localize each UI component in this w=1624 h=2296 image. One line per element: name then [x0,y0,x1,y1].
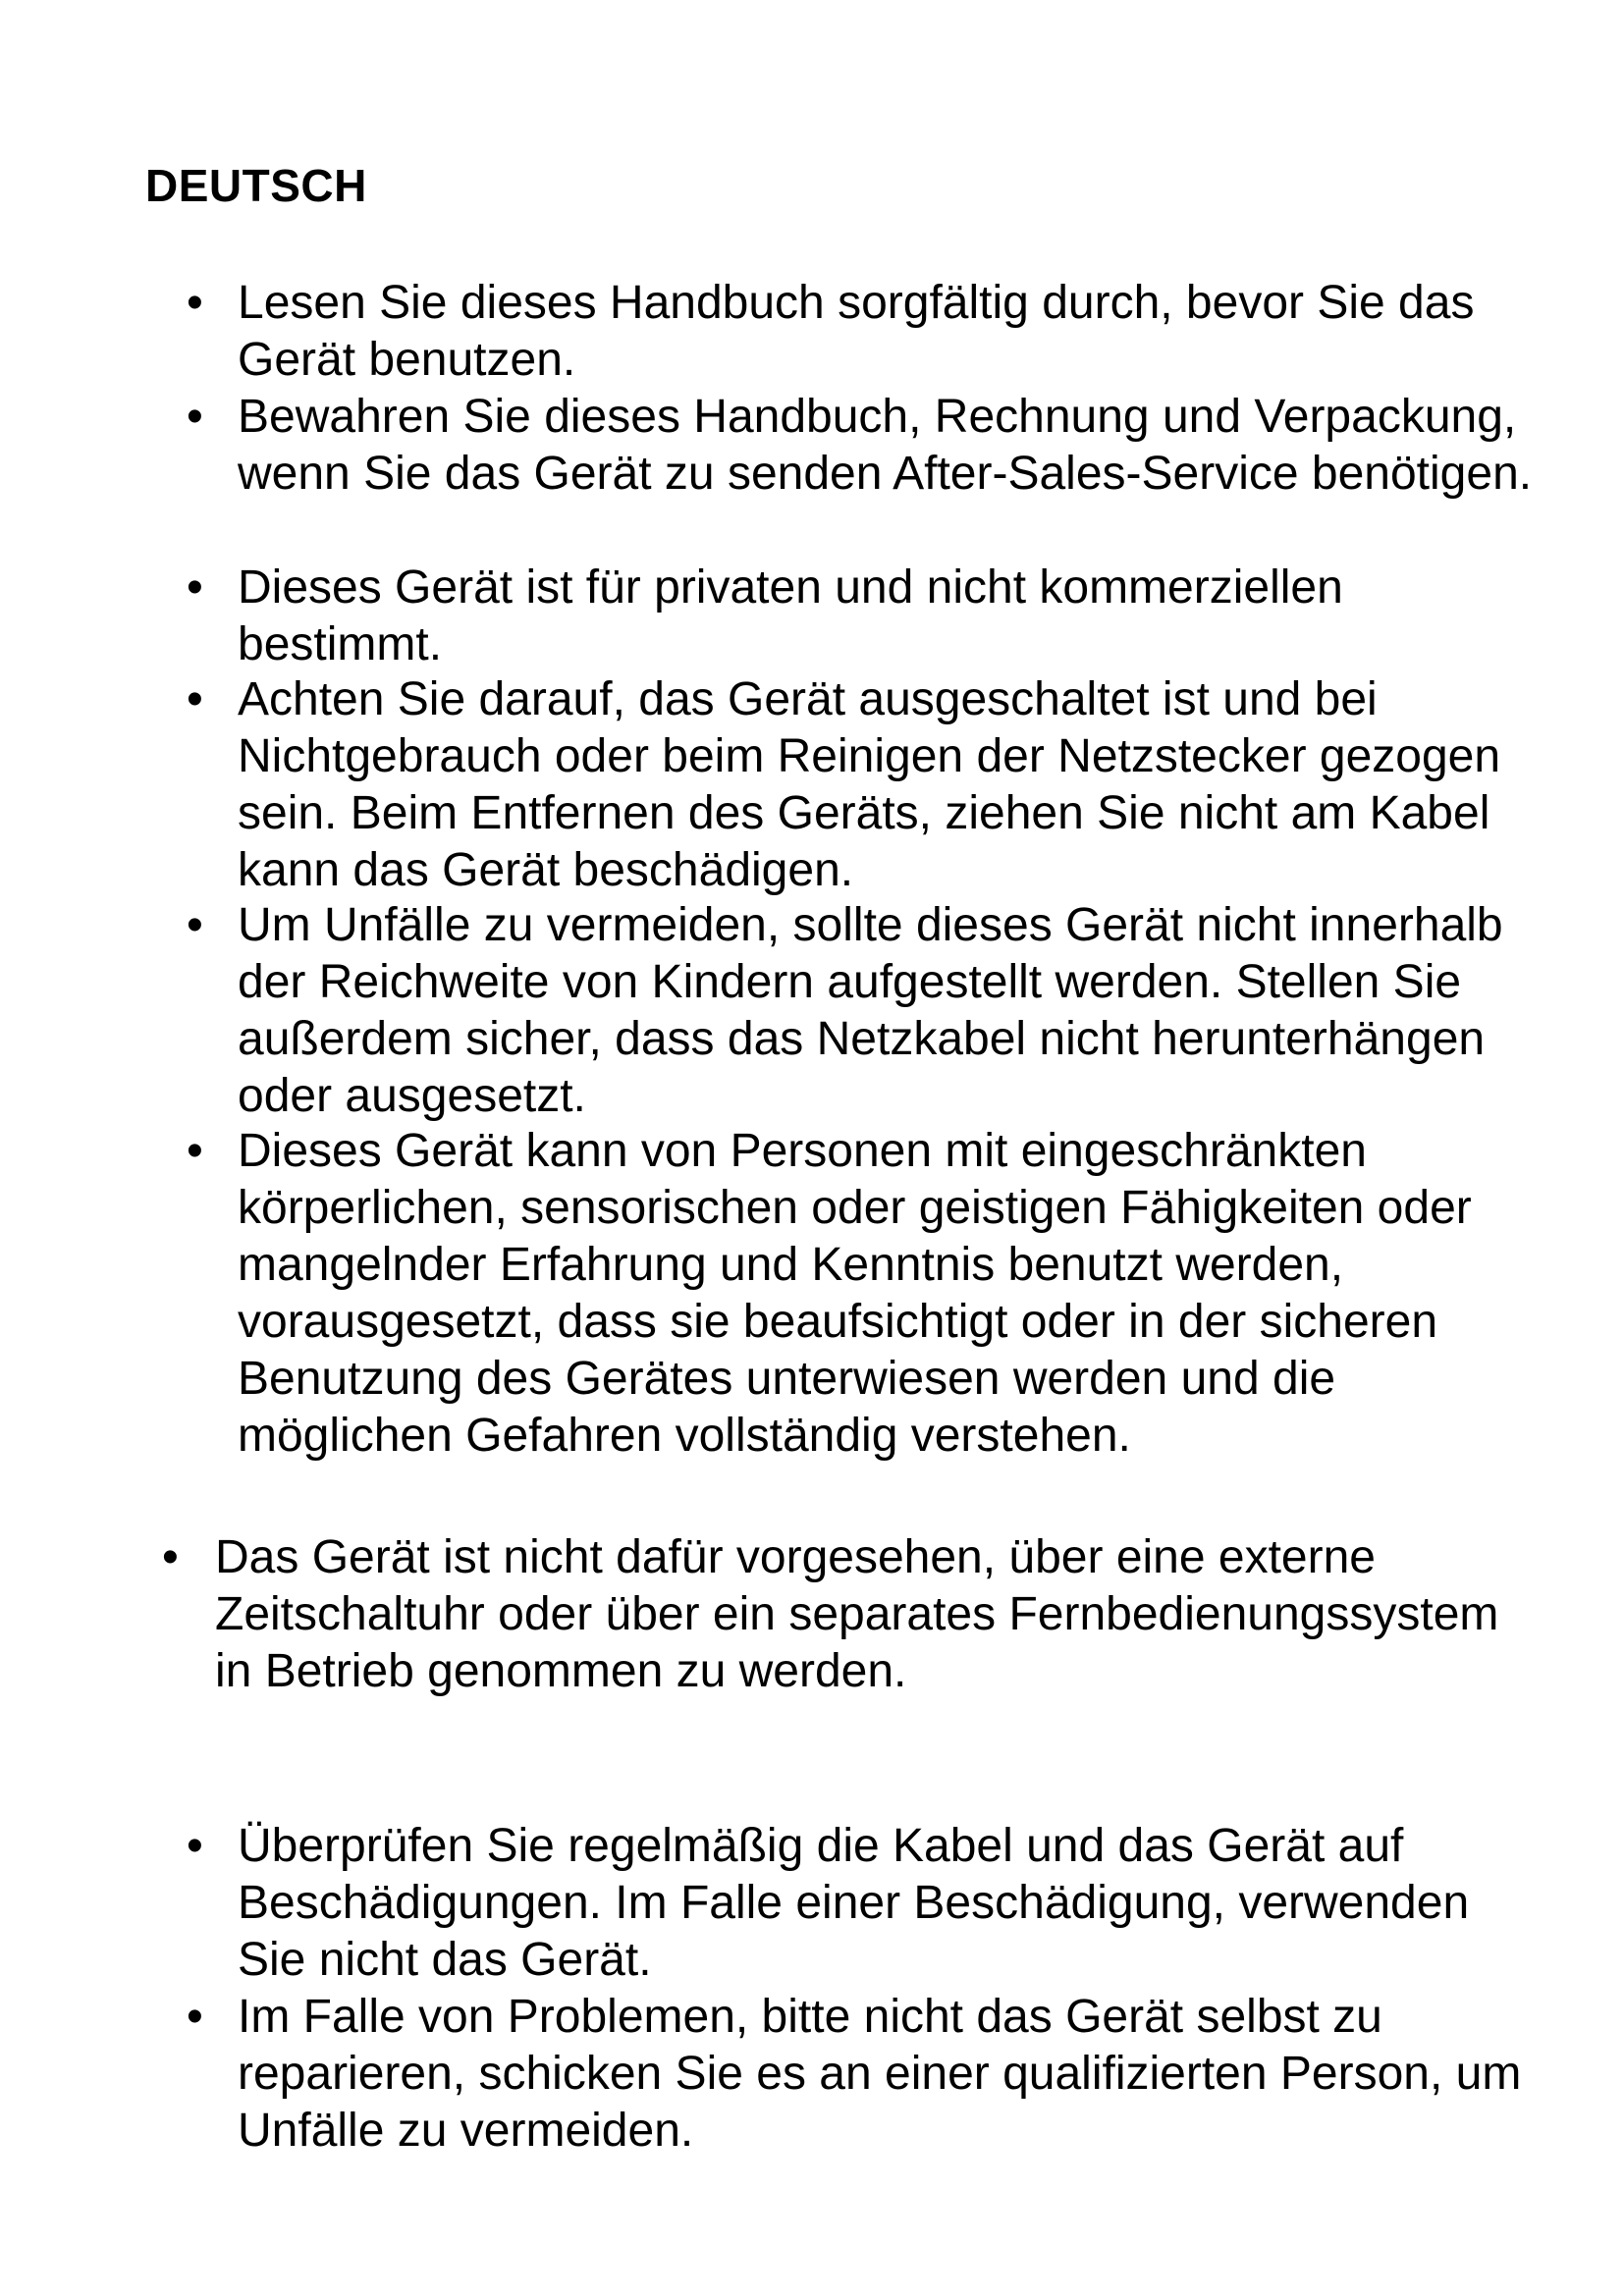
list-item-text: Im Falle von Problemen, bitte nicht das Gerät selbst zu reparieren, schicken Sie es an einer qualifizierten Person, um Unfälle zu vermeiden. [238,1991,1522,2157]
bullet-icon: • [187,391,203,443]
bullet-icon: • [162,1531,179,1583]
bullet-icon: • [187,277,203,329]
list-item [187,1123,1542,1465]
bullet-icon: • [187,1820,203,1872]
bullet-icon: • [187,1125,203,1177]
list-item [187,897,1542,1125]
list-item-text: Das Gerät ist nicht dafür vorgesehen, über eine externe Zeitschaltuhr oder über ein separates Fernbedienungssystem in Betrieb genommen zu werden. [215,1531,1499,1697]
list-item [187,275,1542,389]
list-item-text: Dieses Gerät ist für privaten und nicht kommerziellen bestimmt. [238,561,1343,670]
list-item-text: Überprüfen Sie regelmäßig die Kabel und das Gerät auf Beschädigungen. Im Falle einer Beschädigung, verwenden Sie nicht das Gerät. [238,1820,1470,1986]
list-item [162,1529,1517,1700]
list-item [187,389,1542,503]
list-item [187,1989,1542,2160]
list-item [187,560,1542,673]
list-item [187,1818,1542,1989]
page-heading: DEUTSCH [145,160,367,211]
bullet-icon: • [187,673,203,725]
bullet-icon: • [187,1991,203,2043]
list-item-text: Um Unfälle zu vermeiden, sollte dieses Gerät nicht innerhalb der Reichweite von Kindern aufgestellt werden. Stellen Sie außerdem sicher, dass das Netzkabel nicht herunterhängen oder ausgesetzt. [238,899,1503,1122]
bullet-icon: • [187,899,203,951]
list-item-text: Achten Sie darauf, das Gerät ausgeschaltet ist und bei Nichtgebrauch oder beim Reinigen der Netzstecker gezogen sein. Beim Entfernen des Geräts, ziehen Sie nicht am Kabel kann das Gerät beschädigen. [238,673,1501,896]
list-item-text: Dieses Gerät kann von Personen mit eingeschränkten körperlichen, sensorischen oder geistigen Fähigkeiten oder mangelnder Erfahrung und Kenntnis benutzt werden, vorausgesetzt, dass sie beaufsichtigt oder in der sicheren Benutzung des Gerätes unterwiesen werden und die möglichen Gefahren vollständig verstehen. [238,1125,1472,1462]
list-item-text: Lesen Sie dieses Handbuch sorgfältig durch, bevor Sie das Gerät benutzen. [238,277,1475,386]
bullet-icon: • [187,561,203,614]
list-item [187,671,1542,899]
list-item-text: Bewahren Sie dieses Handbuch, Rechnung und Verpackung, wenn Sie das Gerät zu senden After-Sales-Service benötigen. [238,391,1533,500]
